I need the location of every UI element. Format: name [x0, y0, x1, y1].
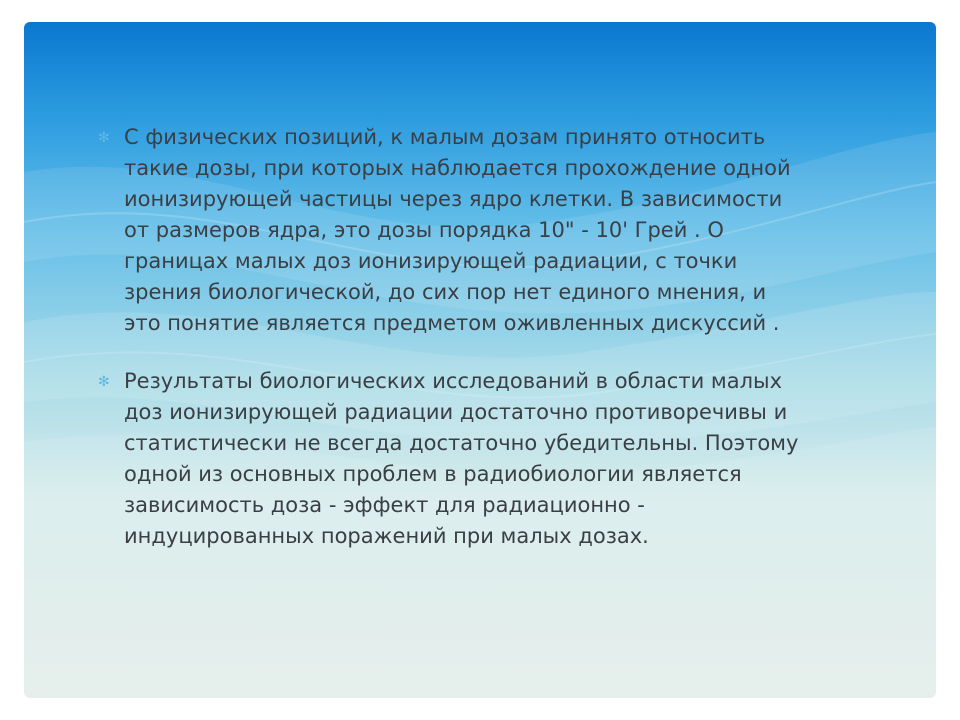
- paragraph-line: доз ионизирующей радиации достаточно противоречивы и: [124, 400, 788, 424]
- paragraph-research-results: [98, 366, 888, 552]
- asterisk-bullet-icon: ✻: [98, 374, 110, 390]
- paragraph-line: Результаты биологических исследований в области малых: [124, 369, 783, 393]
- asterisk-bullet-icon: ✻: [98, 130, 110, 146]
- paragraph-line: это понятие является предметом оживленных дискуссий .: [124, 311, 780, 335]
- paragraph-line: границах малых доз ионизирующей радиации, с точки: [124, 249, 738, 273]
- paragraph-line: одной из основных проблем в радиобиологии является: [124, 462, 742, 486]
- paragraph-line: зрения биологической, до сих пор нет единого мнения, и: [124, 280, 767, 304]
- paragraph-physical-positions: [98, 122, 888, 339]
- paragraph-line: зависимость доза - эффект для радиационно -: [124, 493, 645, 517]
- paragraph-line: индуцированных поражений при малых дозах.: [124, 524, 649, 548]
- paragraph-line: ионизирующей частицы через ядро клетки. В зависимости: [124, 187, 783, 211]
- paragraph-line: такие дозы, при которых наблюдается прохождение одной: [124, 156, 791, 180]
- slide-content: [98, 122, 888, 552]
- background-panel: [24, 22, 936, 698]
- paragraph-line: С физических позиций, к малым дозам принято относить: [124, 125, 766, 149]
- paragraph-line: от размеров ядра, это дозы порядка 10" - 10' Грей . О: [124, 218, 724, 242]
- paragraph-line: статистически не всегда достаточно убедительны. Поэтому: [124, 431, 799, 455]
